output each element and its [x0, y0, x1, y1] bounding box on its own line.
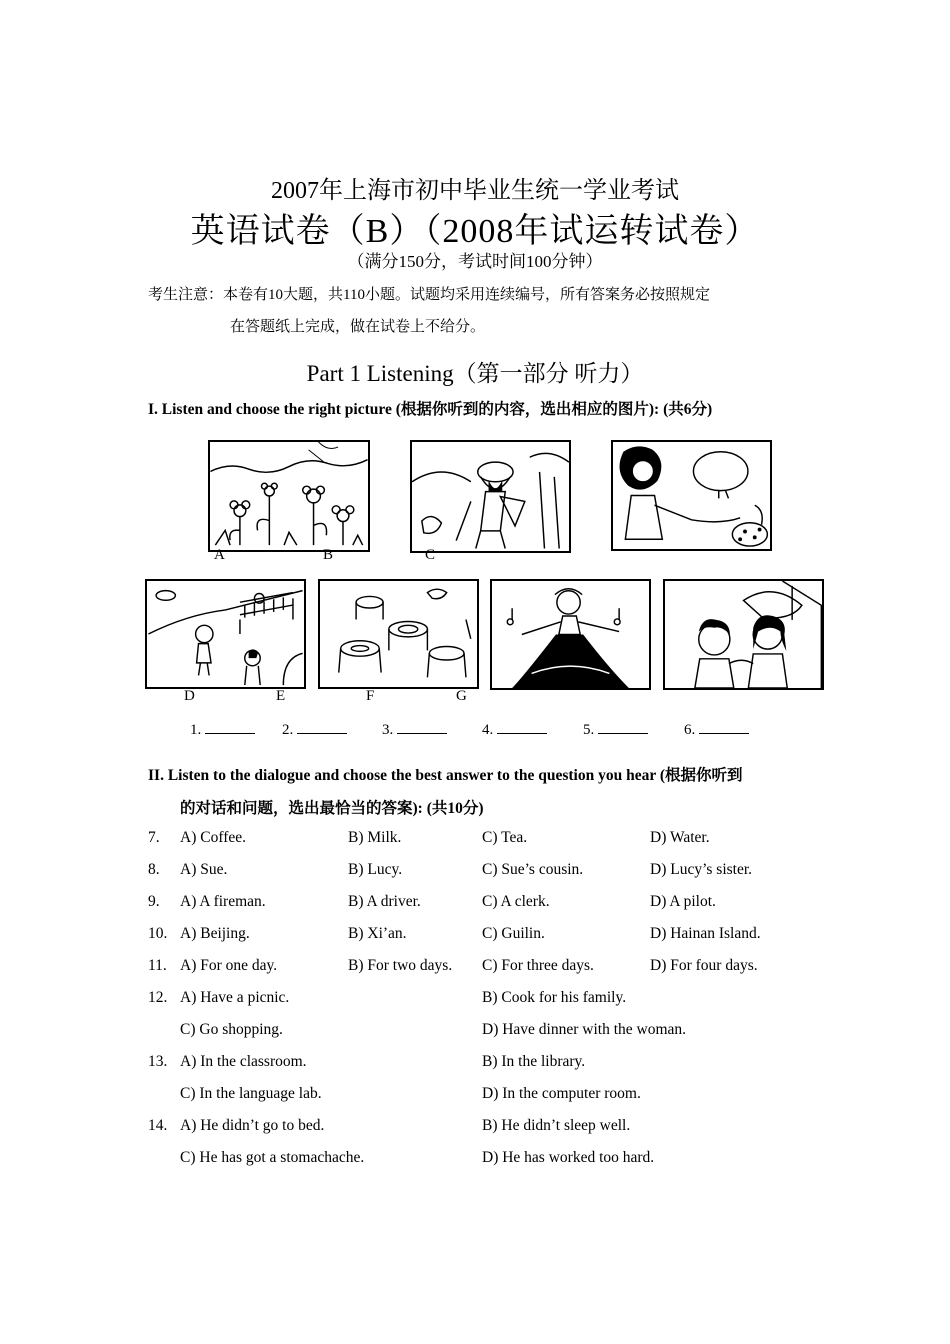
option-d[interactable]: D) Have dinner with the woman.: [482, 1021, 687, 1038]
option-c[interactable]: C) In the language lab.: [180, 1085, 322, 1102]
answer-blank-number: 4.: [482, 722, 494, 738]
score-time-note: （满分150分，考试时间100分钟）: [347, 252, 603, 271]
answer-blank-number: 3.: [382, 722, 394, 738]
picture-label-g: G: [456, 688, 467, 704]
picture-label-e: E: [276, 688, 286, 704]
picture-two-children: [663, 579, 824, 690]
question-number: 10.: [148, 925, 168, 942]
option-a[interactable]: A) Have a picnic.: [180, 989, 290, 1006]
answer-blank-4[interactable]: [482, 719, 547, 739]
section-2-title-line-1: II. Listen to the dialogue and choose the best answer to the question you hear (根据你听到: [148, 767, 743, 784]
part-title: Part 1 Listening（第一部分 听力）: [306, 361, 644, 386]
answer-line[interactable]: [397, 719, 447, 734]
option-a[interactable]: A) Coffee.: [180, 829, 246, 846]
option-c[interactable]: C) Guilin.: [482, 925, 545, 942]
question-number: 9.: [148, 893, 160, 910]
option-a[interactable]: A) Sue.: [180, 861, 228, 878]
exam-title: 2007年上海市初中毕业生统一学业考试: [271, 178, 679, 204]
answer-line[interactable]: [598, 719, 648, 734]
option-c[interactable]: C) For three days.: [482, 957, 594, 974]
option-a[interactable]: A) In the classroom.: [180, 1053, 307, 1070]
picture-flowers: [208, 440, 370, 552]
option-b[interactable]: B) For two days.: [348, 957, 453, 974]
answer-blank-3[interactable]: [382, 719, 447, 739]
option-c[interactable]: C) Sue’s cousin.: [482, 861, 584, 878]
option-b[interactable]: B) Milk.: [348, 829, 402, 846]
answer-line[interactable]: [699, 719, 749, 734]
option-d[interactable]: D) Lucy’s sister.: [650, 861, 753, 878]
option-b[interactable]: B) Cook for his family.: [482, 989, 627, 1006]
answer-line[interactable]: [497, 719, 547, 734]
question-number: 8.: [148, 861, 160, 878]
answer-blank-number: 1.: [190, 722, 202, 738]
dancer-illustration: [492, 581, 649, 688]
picture-beach-volleyball: [145, 579, 306, 689]
option-c[interactable]: C) He has got a stomachache.: [180, 1149, 365, 1166]
option-c[interactable]: C) Tea.: [482, 829, 528, 846]
option-d[interactable]: D) In the computer room.: [482, 1085, 641, 1102]
answer-blank-1[interactable]: [190, 719, 255, 739]
section-1-title: I. Listen and choose the right picture (根据你听到的内容，选出相应的图片): (共6分): [148, 401, 713, 418]
option-d[interactable]: D) A pilot.: [650, 893, 716, 910]
option-c[interactable]: C) A clerk.: [482, 893, 550, 910]
question-number: 14.: [148, 1117, 168, 1134]
answer-blank-6[interactable]: [684, 719, 749, 739]
answer-blank-number: 6.: [684, 722, 696, 738]
picture-label-f: F: [366, 688, 375, 704]
answer-line[interactable]: [297, 719, 347, 734]
children-illustration: [665, 581, 822, 688]
flowers-illustration: [210, 442, 368, 550]
option-a[interactable]: A) A fireman.: [180, 893, 266, 910]
option-b[interactable]: B) Lucy.: [348, 861, 403, 878]
option-b[interactable]: B) A driver.: [348, 893, 421, 910]
option-a[interactable]: A) Beijing.: [180, 925, 250, 942]
beach-illustration: [147, 581, 304, 687]
answer-blank-number: 5.: [583, 722, 595, 738]
option-b[interactable]: B) In the library.: [482, 1053, 586, 1070]
hiker-illustration: [412, 442, 569, 551]
question-number: 13.: [148, 1053, 168, 1070]
stumps-illustration: [320, 581, 477, 687]
answer-blank-5[interactable]: [583, 719, 648, 739]
picture-dancing-girl: [490, 579, 651, 690]
question-number: 12.: [148, 989, 168, 1006]
option-c[interactable]: C) Go shopping.: [180, 1021, 283, 1038]
question-number: 11.: [148, 957, 167, 974]
option-a[interactable]: A) For one day.: [180, 957, 278, 974]
section-2-title-line-2: 的对话和问题，选出最恰当的答案): (共10分): [180, 800, 484, 817]
paper-title: 英语试卷（B）（2008年试运转试卷）: [190, 213, 760, 250]
option-d[interactable]: D) For four days.: [650, 957, 758, 974]
picture-hiker: [410, 440, 571, 553]
option-d[interactable]: D) He has worked too hard.: [482, 1149, 655, 1166]
picture-tree-stumps: [318, 579, 479, 689]
answer-blank-2[interactable]: [282, 719, 347, 739]
option-b[interactable]: B) He didn’t sleep well.: [482, 1117, 631, 1134]
option-b[interactable]: B) Xi’an.: [348, 925, 407, 942]
answer-blank-number: 2.: [282, 722, 294, 738]
option-d[interactable]: D) Hainan Island.: [650, 925, 761, 942]
notice-line-1: 考生注意：本卷有10大题，共110小题。试题均采用连续编号，所有答案务必按照规定: [148, 287, 710, 303]
question-number: 7.: [148, 829, 160, 846]
picture-label-d: D: [184, 688, 195, 704]
notice-line-2: 在答题纸上完成，做在试卷上不给分。: [230, 319, 486, 335]
girl-dog-illustration: [613, 442, 770, 549]
picture-label-c: C: [425, 547, 436, 563]
option-a[interactable]: A) He didn’t go to bed.: [180, 1117, 325, 1134]
picture-label-b: B: [323, 547, 334, 563]
picture-label-a: A: [214, 547, 225, 563]
picture-girl-with-dog: [611, 440, 772, 551]
option-d[interactable]: D) Water.: [650, 829, 710, 846]
answer-line[interactable]: [205, 719, 255, 734]
